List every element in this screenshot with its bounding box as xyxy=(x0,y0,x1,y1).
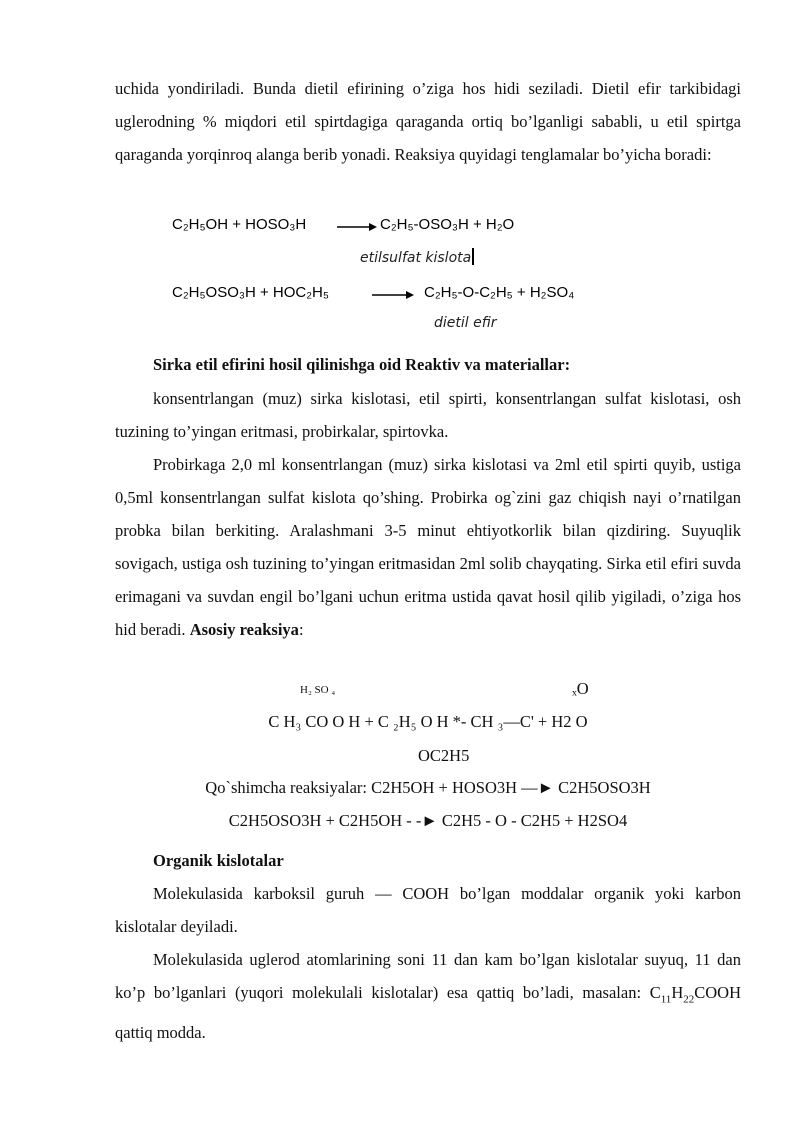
formula-rest: COOH qattiq modda. xyxy=(115,983,741,1043)
arrow-icon xyxy=(337,221,377,233)
equation-1-right-wrap xyxy=(380,216,514,233)
paragraph-examples-text: Molekulasida uglerod atomlarining soni 11 dan kam bo’lgan kislotalar suyuq, 11 dan ko’p bo’lganlari (yuqori molekulali kislotalar) esa qattiq bo’ladi, masalan: xyxy=(115,950,741,1002)
formula-sub-11: 11 xyxy=(660,993,672,1006)
equation-2-right-wrap xyxy=(424,284,574,301)
equation-2-label: dietil efir xyxy=(434,315,497,331)
text-cursor xyxy=(472,248,474,265)
equation-2-right: C₂H₅-O-C₂H₅ + H₂SO₄ xyxy=(424,284,575,301)
side-reaction-2: C2H5OSO3H + C2H5OH - -► C2H5 - O - C2H5 + H2SO4 xyxy=(228,811,628,830)
main-reaction-equation: C H₃ CO O H + C ₂H₅ O H *- CH ₃—C' + H2 O xyxy=(268,712,588,731)
paragraph-examples xyxy=(115,943,741,1049)
equation-2-left: C₂H₅OSO₃H + HOC₂H₅ xyxy=(172,284,329,301)
paragraph-definition: Molekulasida karboksil guruh — COOH bo’lgan moddalar organik yoki karbon kislotalar deyiladi. xyxy=(115,884,741,936)
paragraph-procedure-text: Probirkaga 2,0 ml konsentrlangan (muz) sirka kislotasi va 2ml etil spirti quyib, ustiga 0,5ml konsentrlangan sulfat kislota qo’shing. Probirka og`zini gaz chiqish nayi o’rnatilgan probka bilan berkiting. Aralashmani 3-5 minut ehtiyotkorlik bilan qizdiring. Suyuqlik sovigach, ustiga osh tuzining to’yingan eritmasidan 2ml solib chayqating. Sirka etil efiri suvda erimagani va suvdan engil bo’lgani uchun eritma ustida qavat hosil qilib yigiladi, o’ziga hos hid beradi. xyxy=(115,455,741,639)
formula-c: C xyxy=(649,983,661,1002)
paragraph-reagents: konsentrlangan (muz) sirka kislotasi, etil spirti, konsentrlangan sulfat kislotasi, osh tuzining to’yingan eritmasi, probirkalar, spirtovka. xyxy=(115,389,741,441)
equation-1-label: etilsulfat kislota xyxy=(360,250,472,266)
side-reaction-1: Qo`shimcha reaksiyalar: C2H5OH + HOSO3H —► C2H5OSO3H xyxy=(205,778,651,797)
equation-1-left: C₂H₅OH + HOSO₃H xyxy=(172,216,307,233)
formula-h: H xyxy=(671,983,684,1002)
formula-sub-22: 22 xyxy=(683,993,695,1006)
paragraph-procedure xyxy=(115,448,741,646)
heading-organic-acids: Organik kislotalar xyxy=(153,851,284,870)
equation-2 xyxy=(172,284,329,301)
heading-reagents: Sirka etil efirini hosil qilinishga oid Reaktiv va materiallar: xyxy=(153,355,571,374)
catalyst-label: H₂ SO ₄ xyxy=(300,684,336,696)
equation-1-right: C₂H₅-OSO₃H + H₂O xyxy=(380,216,515,233)
over-oxygen: ₓO xyxy=(572,679,589,698)
equation-1-label-wrap xyxy=(360,248,474,266)
ethoxy-group: OC2H5 xyxy=(418,746,470,765)
main-reaction-label: Asosiy reaksiya xyxy=(189,620,299,639)
equation-2-label-wrap xyxy=(434,315,497,331)
main-reaction-colon: : xyxy=(298,620,304,639)
paragraph-intro: uchida yondiriladi. Bunda dietil efirining o’ziga hos hidi seziladi. Dietil efir tarkibidagi uglerodning % miqdori etil spirtdagiga qaraganda ortiq bo’lganligi sababli, u etil spirtga qaraganda yorqinroq alanga berib yonadi. Reaksiya quyidagi tenglamalar bo’yicha boradi: xyxy=(115,79,741,164)
equation-1 xyxy=(172,216,306,233)
arrow-icon xyxy=(372,289,414,301)
